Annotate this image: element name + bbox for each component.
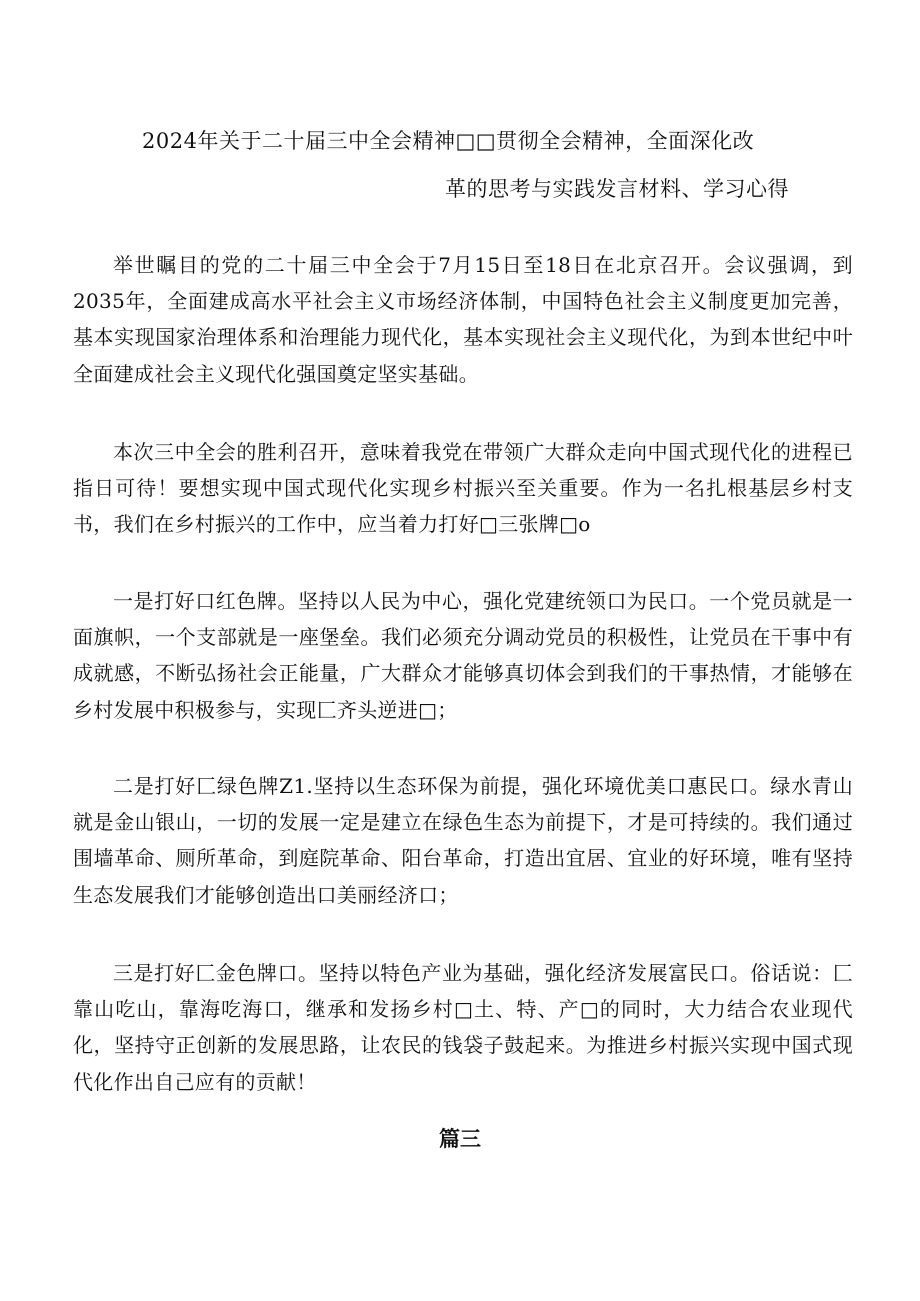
document-title-line-2: 革的思考与实践发言材料、学习心得 (445, 177, 789, 201)
paragraph-1: 举世瞩目的党的二十届三中全会于7月15日至18日在北京召开。会议强调，到2035年，全面建成高水平社会主义市场经济体制，中国特色社会主义制度更加完善，基本实现国家治理体系和治理能力现代化，基本实现社会主义现代化，为到本世纪中叶全面建成社会主义现代化强国奠定坚实基础。 (73, 253, 853, 386)
paragraph-4: 二是打好匚绿色牌Z1.坚持以生态环保为前提，强化环境优美口惠民口。绿水青山就是金山银山，一切的发展一定是建立在绿色生态为前提下，才是可持续的。我们通过围墙革命、厕所革命，到庭院革命、阳台革命，打造出宜居、宜业的好环境，唯有坚持生态发展我们才能够创造出口美丽经济口； (73, 774, 853, 907)
section-heading: 篇三 (439, 1126, 481, 1151)
paragraph-5: 三是打好匚金色牌口。坚持以特色产业为基础，强化经济发展富民口。俗话说：匚靠山吃山，靠海吃海口，继承和发扬乡村□土、特、产□的同时，大力结合农业现代化，坚持守正创新的发展思路，让农民的钱袋子鼓起来。为推进乡村振兴实现中国式现代化作出自己应有的贡献！ (73, 961, 853, 1094)
paragraph-2: 本次三中全会的胜利召开，意味着我党在带领广大群众走向中国式现代化的进程已指日可待！要想实现中国式现代化实现乡村振兴至关重要。作为一名扎根基层乡村支书，我们在乡村振兴的工作中，应当着力打好□三张牌□o (73, 440, 853, 537)
paragraph-3: 一是打好口红色牌。坚持以人民为中心，强化党建统领口为民口。一个党员就是一面旗帜，一个支部就是一座堡垒。我们必须充分调动党员的积极性，让党员在干事中有成就感，不断弘扬社会正能量，广大群众才能够真切体会到我们的干事热情，才能够在乡村发展中积极参与，实现匚齐头逆进□； (73, 589, 853, 722)
document-title-line-1: 2024年关于二十届三中全会精神□□贯彻全会精神，全面深化改 (142, 129, 755, 153)
